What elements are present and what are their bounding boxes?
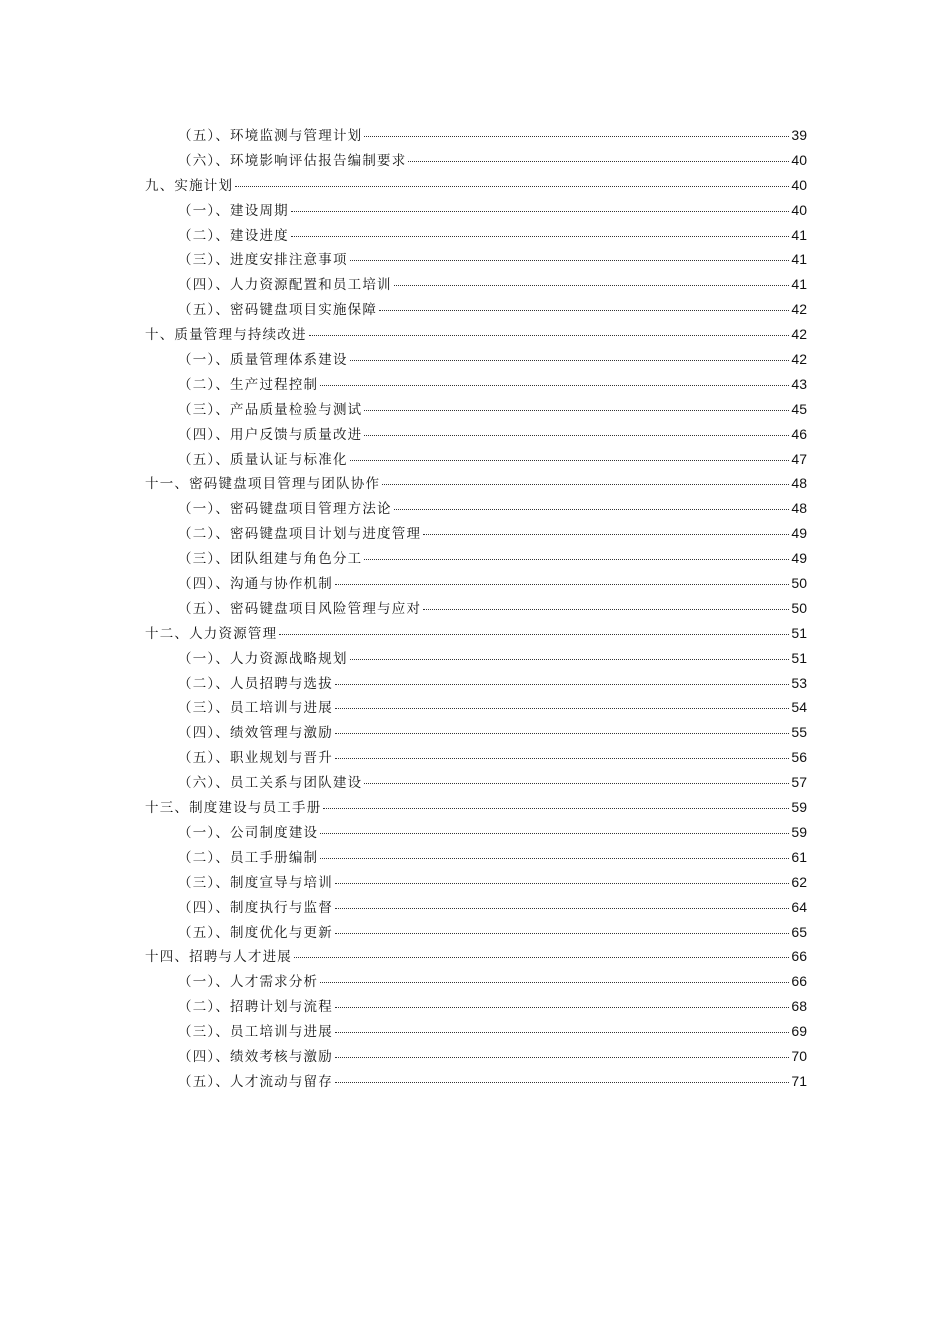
toc-page-number: 51 bbox=[791, 624, 807, 641]
toc-dot-leader bbox=[394, 285, 790, 286]
toc-dot-leader bbox=[364, 136, 789, 137]
toc-entry-title: （一）、人才需求分析 bbox=[178, 974, 319, 991]
toc-dot-leader bbox=[279, 634, 789, 635]
toc-page-number: 40 bbox=[791, 201, 807, 218]
toc-section-entry[interactable] bbox=[145, 1045, 807, 1070]
toc-section-entry[interactable] bbox=[145, 597, 807, 622]
toc-page-number: 41 bbox=[791, 226, 807, 243]
toc-section-entry[interactable] bbox=[145, 1020, 807, 1045]
toc-page-number: 53 bbox=[791, 674, 807, 691]
toc-entry-title: （三）、制度宣导与培训 bbox=[178, 874, 333, 891]
toc-section-entry[interactable] bbox=[145, 224, 807, 249]
toc-dot-leader bbox=[335, 758, 789, 759]
toc-section-entry[interactable] bbox=[145, 921, 807, 946]
toc-section-entry[interactable] bbox=[145, 672, 807, 697]
toc-page-number: 45 bbox=[791, 400, 807, 417]
toc-section-entry[interactable] bbox=[145, 448, 807, 473]
toc-entry-title: （二）、招聘计划与流程 bbox=[178, 999, 333, 1016]
toc-entry-title: （一）、密码键盘项目管理方法论 bbox=[178, 501, 392, 518]
toc-dot-leader bbox=[408, 161, 789, 162]
toc-dot-leader bbox=[335, 908, 789, 909]
toc-page-number: 54 bbox=[791, 699, 807, 716]
toc-section-entry[interactable] bbox=[145, 821, 807, 846]
toc-section-entry[interactable] bbox=[145, 423, 807, 448]
toc-entry-title: 十二、人力资源管理 bbox=[145, 625, 278, 642]
toc-page-number: 48 bbox=[791, 500, 807, 517]
toc-dot-leader bbox=[335, 1032, 789, 1033]
toc-page-number: 68 bbox=[791, 998, 807, 1015]
toc-dot-leader bbox=[335, 684, 789, 685]
table-of-contents bbox=[145, 124, 807, 1095]
toc-dot-leader bbox=[335, 1082, 789, 1083]
toc-entry-title: （五）、密码键盘项目实施保障 bbox=[178, 302, 378, 319]
toc-section-entry[interactable] bbox=[145, 1070, 807, 1095]
toc-entry-title: （三）、进度安排注意事项 bbox=[178, 252, 348, 269]
toc-entry-title: （五）、密码键盘项目风险管理与应对 bbox=[178, 600, 422, 617]
toc-section-entry[interactable] bbox=[145, 721, 807, 746]
toc-section-entry[interactable] bbox=[145, 696, 807, 721]
toc-section-entry[interactable] bbox=[145, 248, 807, 273]
toc-section-entry[interactable] bbox=[145, 199, 807, 224]
toc-page-number: 59 bbox=[791, 799, 807, 816]
toc-section-entry[interactable] bbox=[145, 771, 807, 796]
toc-entry-title: （一）、人力资源战略规划 bbox=[178, 650, 348, 667]
toc-entry-title: （三）、员工培训与进展 bbox=[178, 1024, 333, 1041]
toc-page-number: 43 bbox=[791, 375, 807, 392]
toc-page-number: 42 bbox=[791, 301, 807, 318]
toc-entry-title: 十三、制度建设与员工手册 bbox=[145, 800, 322, 817]
toc-dot-leader bbox=[294, 957, 789, 958]
toc-section-entry[interactable] bbox=[145, 348, 807, 373]
toc-chapter-entry[interactable] bbox=[145, 945, 807, 970]
toc-dot-leader bbox=[291, 211, 790, 212]
toc-entry-title: 九、实施计划 bbox=[145, 177, 234, 194]
toc-chapter-entry[interactable] bbox=[145, 174, 807, 199]
toc-section-entry[interactable] bbox=[145, 647, 807, 672]
toc-page-number: 48 bbox=[791, 475, 807, 492]
toc-dot-leader bbox=[320, 858, 789, 859]
toc-page-number: 47 bbox=[791, 450, 807, 467]
toc-page-number: 46 bbox=[791, 425, 807, 442]
toc-dot-leader bbox=[323, 808, 789, 809]
toc-entry-title: （三）、产品质量检验与测试 bbox=[178, 401, 363, 418]
toc-entry-title: （六）、环境影响评估报告编制要求 bbox=[178, 152, 407, 169]
toc-section-entry[interactable] bbox=[145, 298, 807, 323]
toc-dot-leader bbox=[394, 509, 790, 510]
toc-dot-leader bbox=[309, 335, 790, 336]
toc-page-number: 41 bbox=[791, 251, 807, 268]
toc-entry-title: （一）、质量管理体系建设 bbox=[178, 352, 348, 369]
toc-section-entry[interactable] bbox=[145, 995, 807, 1020]
toc-page-number: 62 bbox=[791, 873, 807, 890]
toc-chapter-entry[interactable] bbox=[145, 622, 807, 647]
toc-entry-title: （四）、制度执行与监督 bbox=[178, 899, 333, 916]
toc-page-number: 40 bbox=[791, 151, 807, 168]
toc-dot-leader bbox=[320, 982, 789, 983]
toc-dot-leader bbox=[423, 609, 789, 610]
toc-entry-title: （五）、环境监测与管理计划 bbox=[178, 128, 363, 144]
toc-dot-leader bbox=[364, 559, 789, 560]
toc-page-number: 61 bbox=[791, 848, 807, 865]
toc-entry-title: （二）、建设进度 bbox=[178, 227, 289, 244]
toc-entry-title: （五）、质量认证与标准化 bbox=[178, 451, 348, 468]
toc-page-number: 57 bbox=[791, 774, 807, 791]
toc-page-number: 65 bbox=[791, 923, 807, 940]
toc-dot-leader bbox=[335, 733, 789, 734]
toc-page-number: 56 bbox=[791, 749, 807, 766]
toc-dot-leader bbox=[235, 186, 789, 187]
toc-dot-leader bbox=[364, 783, 789, 784]
toc-entry-title: （五）、职业规划与晋升 bbox=[178, 750, 333, 767]
toc-entry-title: （四）、用户反馈与质量改进 bbox=[178, 426, 363, 443]
toc-dot-leader bbox=[423, 534, 789, 535]
toc-section-entry[interactable] bbox=[145, 497, 807, 522]
toc-entry-title: （二）、密码键盘项目计划与进度管理 bbox=[178, 526, 422, 543]
toc-entry-title: （四）、绩效考核与激励 bbox=[178, 1048, 333, 1065]
toc-dot-leader bbox=[364, 435, 789, 436]
toc-page-number: 66 bbox=[791, 948, 807, 965]
toc-section-entry[interactable] bbox=[145, 547, 807, 572]
toc-section-entry[interactable] bbox=[145, 572, 807, 597]
toc-entry-title: （一）、建设周期 bbox=[178, 202, 289, 219]
toc-section-entry[interactable] bbox=[145, 149, 807, 174]
toc-section-entry[interactable] bbox=[145, 373, 807, 398]
toc-dot-leader bbox=[350, 360, 790, 361]
toc-page-number: 50 bbox=[791, 599, 807, 616]
toc-entry-title: （四）、沟通与协作机制 bbox=[178, 576, 333, 593]
toc-dot-leader bbox=[335, 584, 789, 585]
toc-entry-title: （二）、生产过程控制 bbox=[178, 376, 319, 393]
toc-page-number: 71 bbox=[791, 1072, 807, 1089]
toc-dot-leader bbox=[379, 310, 789, 311]
toc-page-number: 69 bbox=[791, 1023, 807, 1040]
toc-dot-leader bbox=[335, 1007, 789, 1008]
toc-dot-leader bbox=[335, 1057, 789, 1058]
toc-entry-title: （四）、人力资源配置和员工培训 bbox=[178, 277, 392, 294]
toc-section-entry[interactable] bbox=[145, 846, 807, 871]
toc-page-number: 42 bbox=[791, 326, 807, 343]
toc-page-number: 55 bbox=[791, 724, 807, 741]
toc-chapter-entry[interactable] bbox=[145, 796, 807, 821]
toc-section-entry[interactable] bbox=[145, 522, 807, 547]
toc-section-entry[interactable] bbox=[145, 746, 807, 771]
toc-dot-leader bbox=[350, 460, 790, 461]
toc-entry-title: 十四、招聘与人才进展 bbox=[145, 949, 292, 966]
toc-dot-leader bbox=[382, 484, 789, 485]
toc-section-entry[interactable] bbox=[145, 871, 807, 896]
toc-entry-title: （三）、员工培训与进展 bbox=[178, 700, 333, 717]
toc-section-entry[interactable] bbox=[145, 398, 807, 423]
toc-entry-title: 十一、密码键盘项目管理与团队协作 bbox=[145, 476, 381, 493]
toc-dot-leader bbox=[335, 708, 789, 709]
toc-page-number: 51 bbox=[791, 649, 807, 666]
toc-section-entry[interactable] bbox=[145, 273, 807, 298]
toc-dot-leader bbox=[364, 410, 789, 411]
toc-dot-leader bbox=[335, 883, 789, 884]
toc-page-number: 64 bbox=[791, 898, 807, 915]
toc-dot-leader bbox=[320, 385, 789, 386]
toc-entry-title: （三）、团队组建与角色分工 bbox=[178, 551, 363, 568]
toc-dot-leader bbox=[350, 260, 790, 261]
toc-page-number: 49 bbox=[791, 525, 807, 542]
toc-page-number: 66 bbox=[791, 973, 807, 990]
toc-page-number: 70 bbox=[791, 1047, 807, 1064]
toc-dot-leader bbox=[335, 933, 789, 934]
toc-page-number: 50 bbox=[791, 575, 807, 592]
toc-page-number: 41 bbox=[791, 276, 807, 293]
toc-chapter-entry[interactable] bbox=[145, 323, 807, 348]
toc-chapter-entry[interactable] bbox=[145, 472, 807, 497]
toc-entry-title: （一）、公司制度建设 bbox=[178, 824, 319, 841]
toc-entry-title: （四）、绩效管理与激励 bbox=[178, 725, 333, 742]
toc-entry-title: （二）、人员招聘与选拔 bbox=[178, 675, 333, 692]
toc-page-number: 40 bbox=[791, 176, 807, 193]
toc-section-entry[interactable] bbox=[145, 896, 807, 921]
toc-entry-title: （五）、制度优化与更新 bbox=[178, 924, 333, 941]
toc-page-number: 42 bbox=[791, 351, 807, 368]
toc-page-number: 59 bbox=[791, 823, 807, 840]
toc-entry-title: 十、质量管理与持续改进 bbox=[145, 327, 307, 344]
toc-page-number: 49 bbox=[791, 550, 807, 567]
toc-entry-title: （二）、员工手册编制 bbox=[178, 849, 319, 866]
toc-page-number: 39 bbox=[791, 127, 807, 143]
toc-entry-title: （六）、员工关系与团队建设 bbox=[178, 775, 363, 792]
toc-dot-leader bbox=[350, 659, 790, 660]
toc-dot-leader bbox=[320, 833, 789, 834]
toc-entry-title: （五）、人才流动与留存 bbox=[178, 1073, 333, 1090]
toc-dot-leader bbox=[291, 236, 790, 237]
toc-section-entry[interactable] bbox=[145, 124, 807, 149]
toc-section-entry[interactable] bbox=[145, 970, 807, 995]
